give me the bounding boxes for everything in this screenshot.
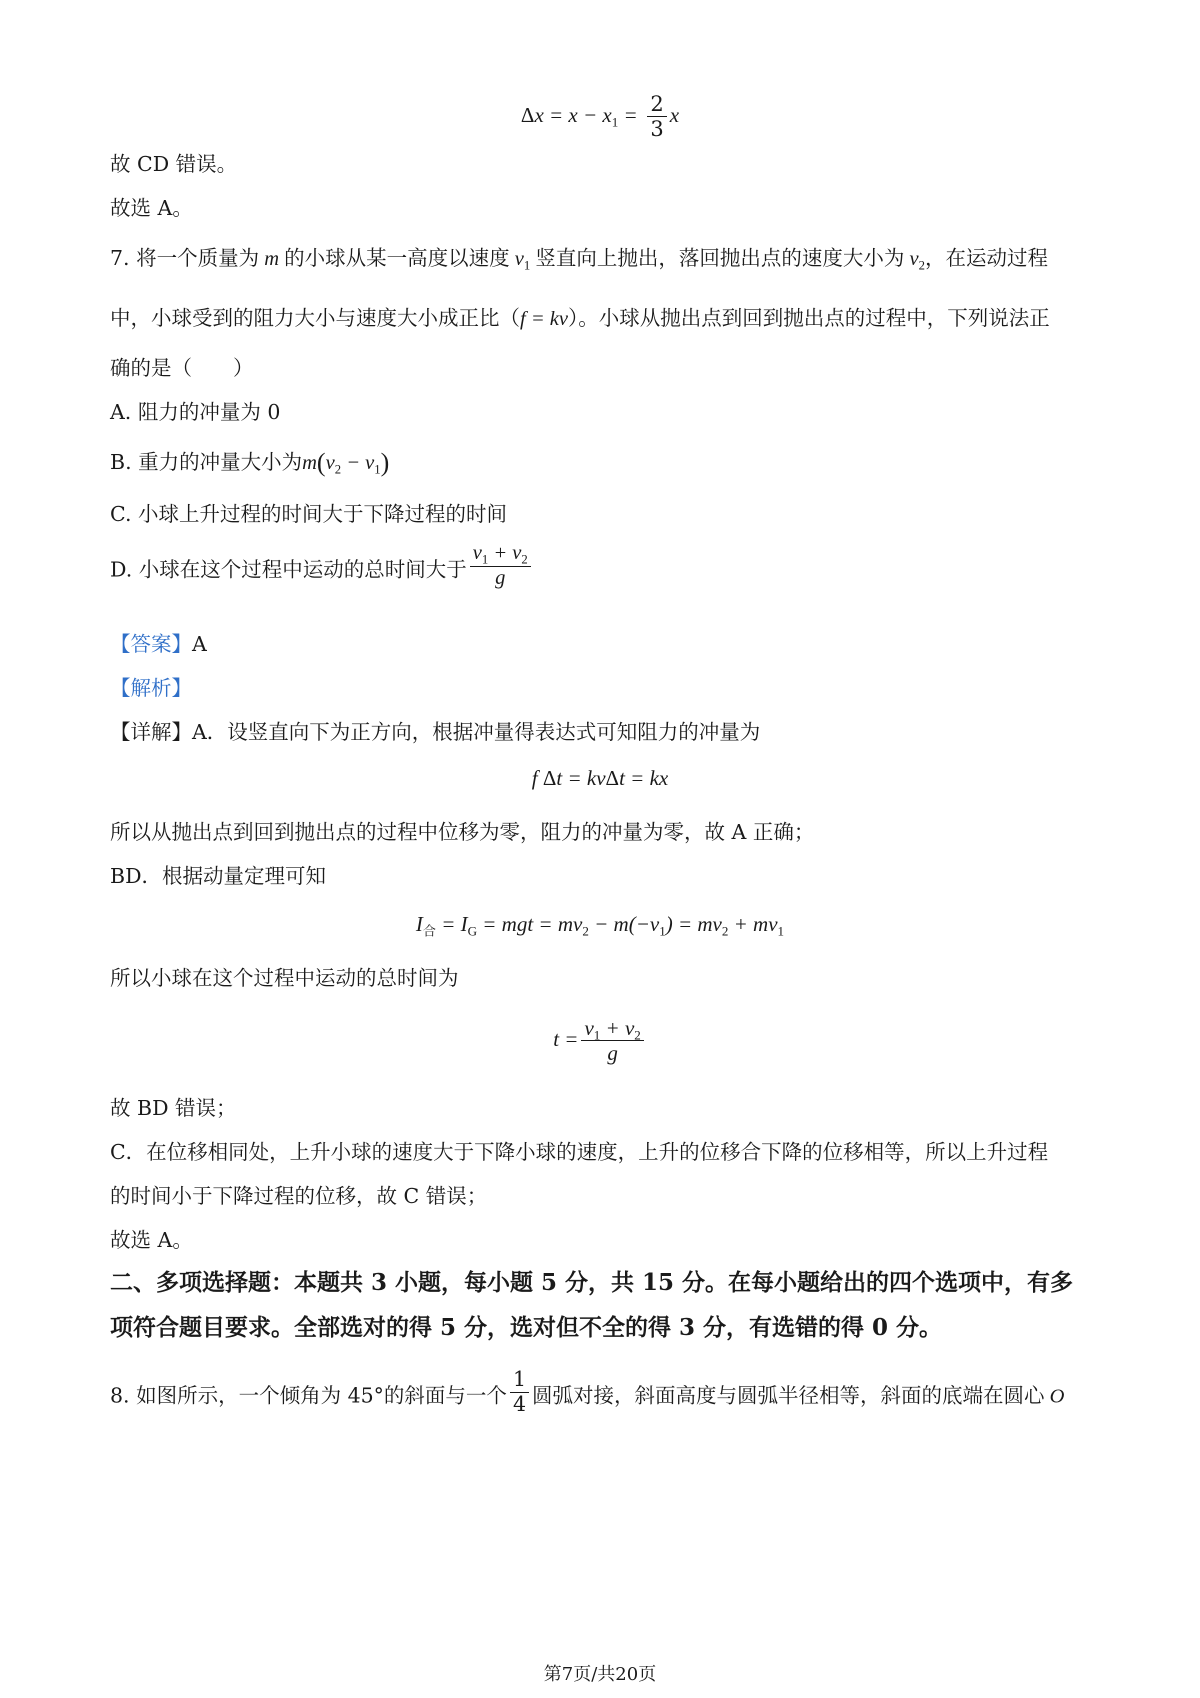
answer-line xyxy=(110,630,207,658)
option-b: B. 重力的冲量大小为$m(v_2 - v_1)$ xyxy=(110,448,390,477)
option-d: D. 小球在这个过程中运动的总时间大于 $\frac{v_1 + v_2}{g}$ xyxy=(110,552,534,590)
question-8-line-1: 8. 如图所示，一个倾角为 45°的斜面与一个 $\frac{1}{4}$ 圆弧对接，斜面高度与圆弧半径相等，斜面的底端在圆心 O xyxy=(110,1367,1065,1416)
question-7-line-3: 确的是（ ） xyxy=(110,356,254,380)
text-line: 所以从抛出点到回到抛出点的过程中位移为零，阻力的冲量为零，故 A 正确； xyxy=(110,820,815,844)
page-footer: 第7页/共20页 xyxy=(543,1664,657,1685)
text-line: BD．根据动量定理可知 xyxy=(110,864,327,888)
equation-total-time: t = $\frac{v_1 + v_2}{g}$ xyxy=(0,1016,1200,1065)
text-line: 故选 A。 xyxy=(110,1228,193,1252)
section-2-heading-line-2: 项符合题目要求。全部选对的得 5 分，选对但不全的得 3 分，有选错的得 0 分。 xyxy=(110,1314,943,1341)
equation-momentum: $I_合 = I_G$ = mgt = $mv_2 - m(-v_1) = mv_2 + mv_1$ xyxy=(415,912,785,939)
text-line: 【详解】A．设竖直向下为正方向，根据冲量得表达式可知阻力的冲量为 xyxy=(110,720,761,744)
equation-impulse-drag: f Δt = kvΔt = kx xyxy=(531,766,669,790)
text-line: 故 CD 错误。 xyxy=(110,152,238,176)
option-c: C. 小球上升过程的时间大于下降过程的时间 xyxy=(110,502,507,526)
text-line: 故 BD 错误； xyxy=(110,1096,237,1120)
text-line: C．在位移相同处，上升小球的速度大于下降小球的速度，上升的位移合下降的位移相等，所以上升过程 xyxy=(110,1140,1049,1164)
analysis-tag: 【解析】 xyxy=(110,676,192,700)
question-7-line-1: 7. 将一个质量为 m 的小球从某一高度以速度 $v_1$ 竖直向上抛出，落回抛出点的速度大小为 $v_2$，在运动过程 xyxy=(110,246,1048,273)
text-line: 的时间小于下降过程的位移，故 C 错误； xyxy=(110,1184,488,1208)
equation-delta-x: $\Delta x = x - x_1$ = $\frac{2}{3}$ x xyxy=(520,92,680,142)
option-a: A. 阻力的冲量为 0 xyxy=(110,400,281,424)
text-line: 故选 A。 xyxy=(110,196,193,220)
answer-value: A xyxy=(192,632,207,656)
question-7-line-2: 中，小球受到的阻力大小与速度大小成正比（f = kv）。小球从抛出点到回到抛出点的过程中，下列说法正 xyxy=(110,306,1050,330)
answer-tag: 【答案】 xyxy=(110,632,192,656)
text-line: 所以小球在这个过程中运动的总时间为 xyxy=(110,966,459,990)
section-2-heading-line-1: 二、多项选择题：本题共 3 小题，每小题 5 分，共 15 分。在每小题给出的四个选项中，有多 xyxy=(110,1269,1074,1296)
